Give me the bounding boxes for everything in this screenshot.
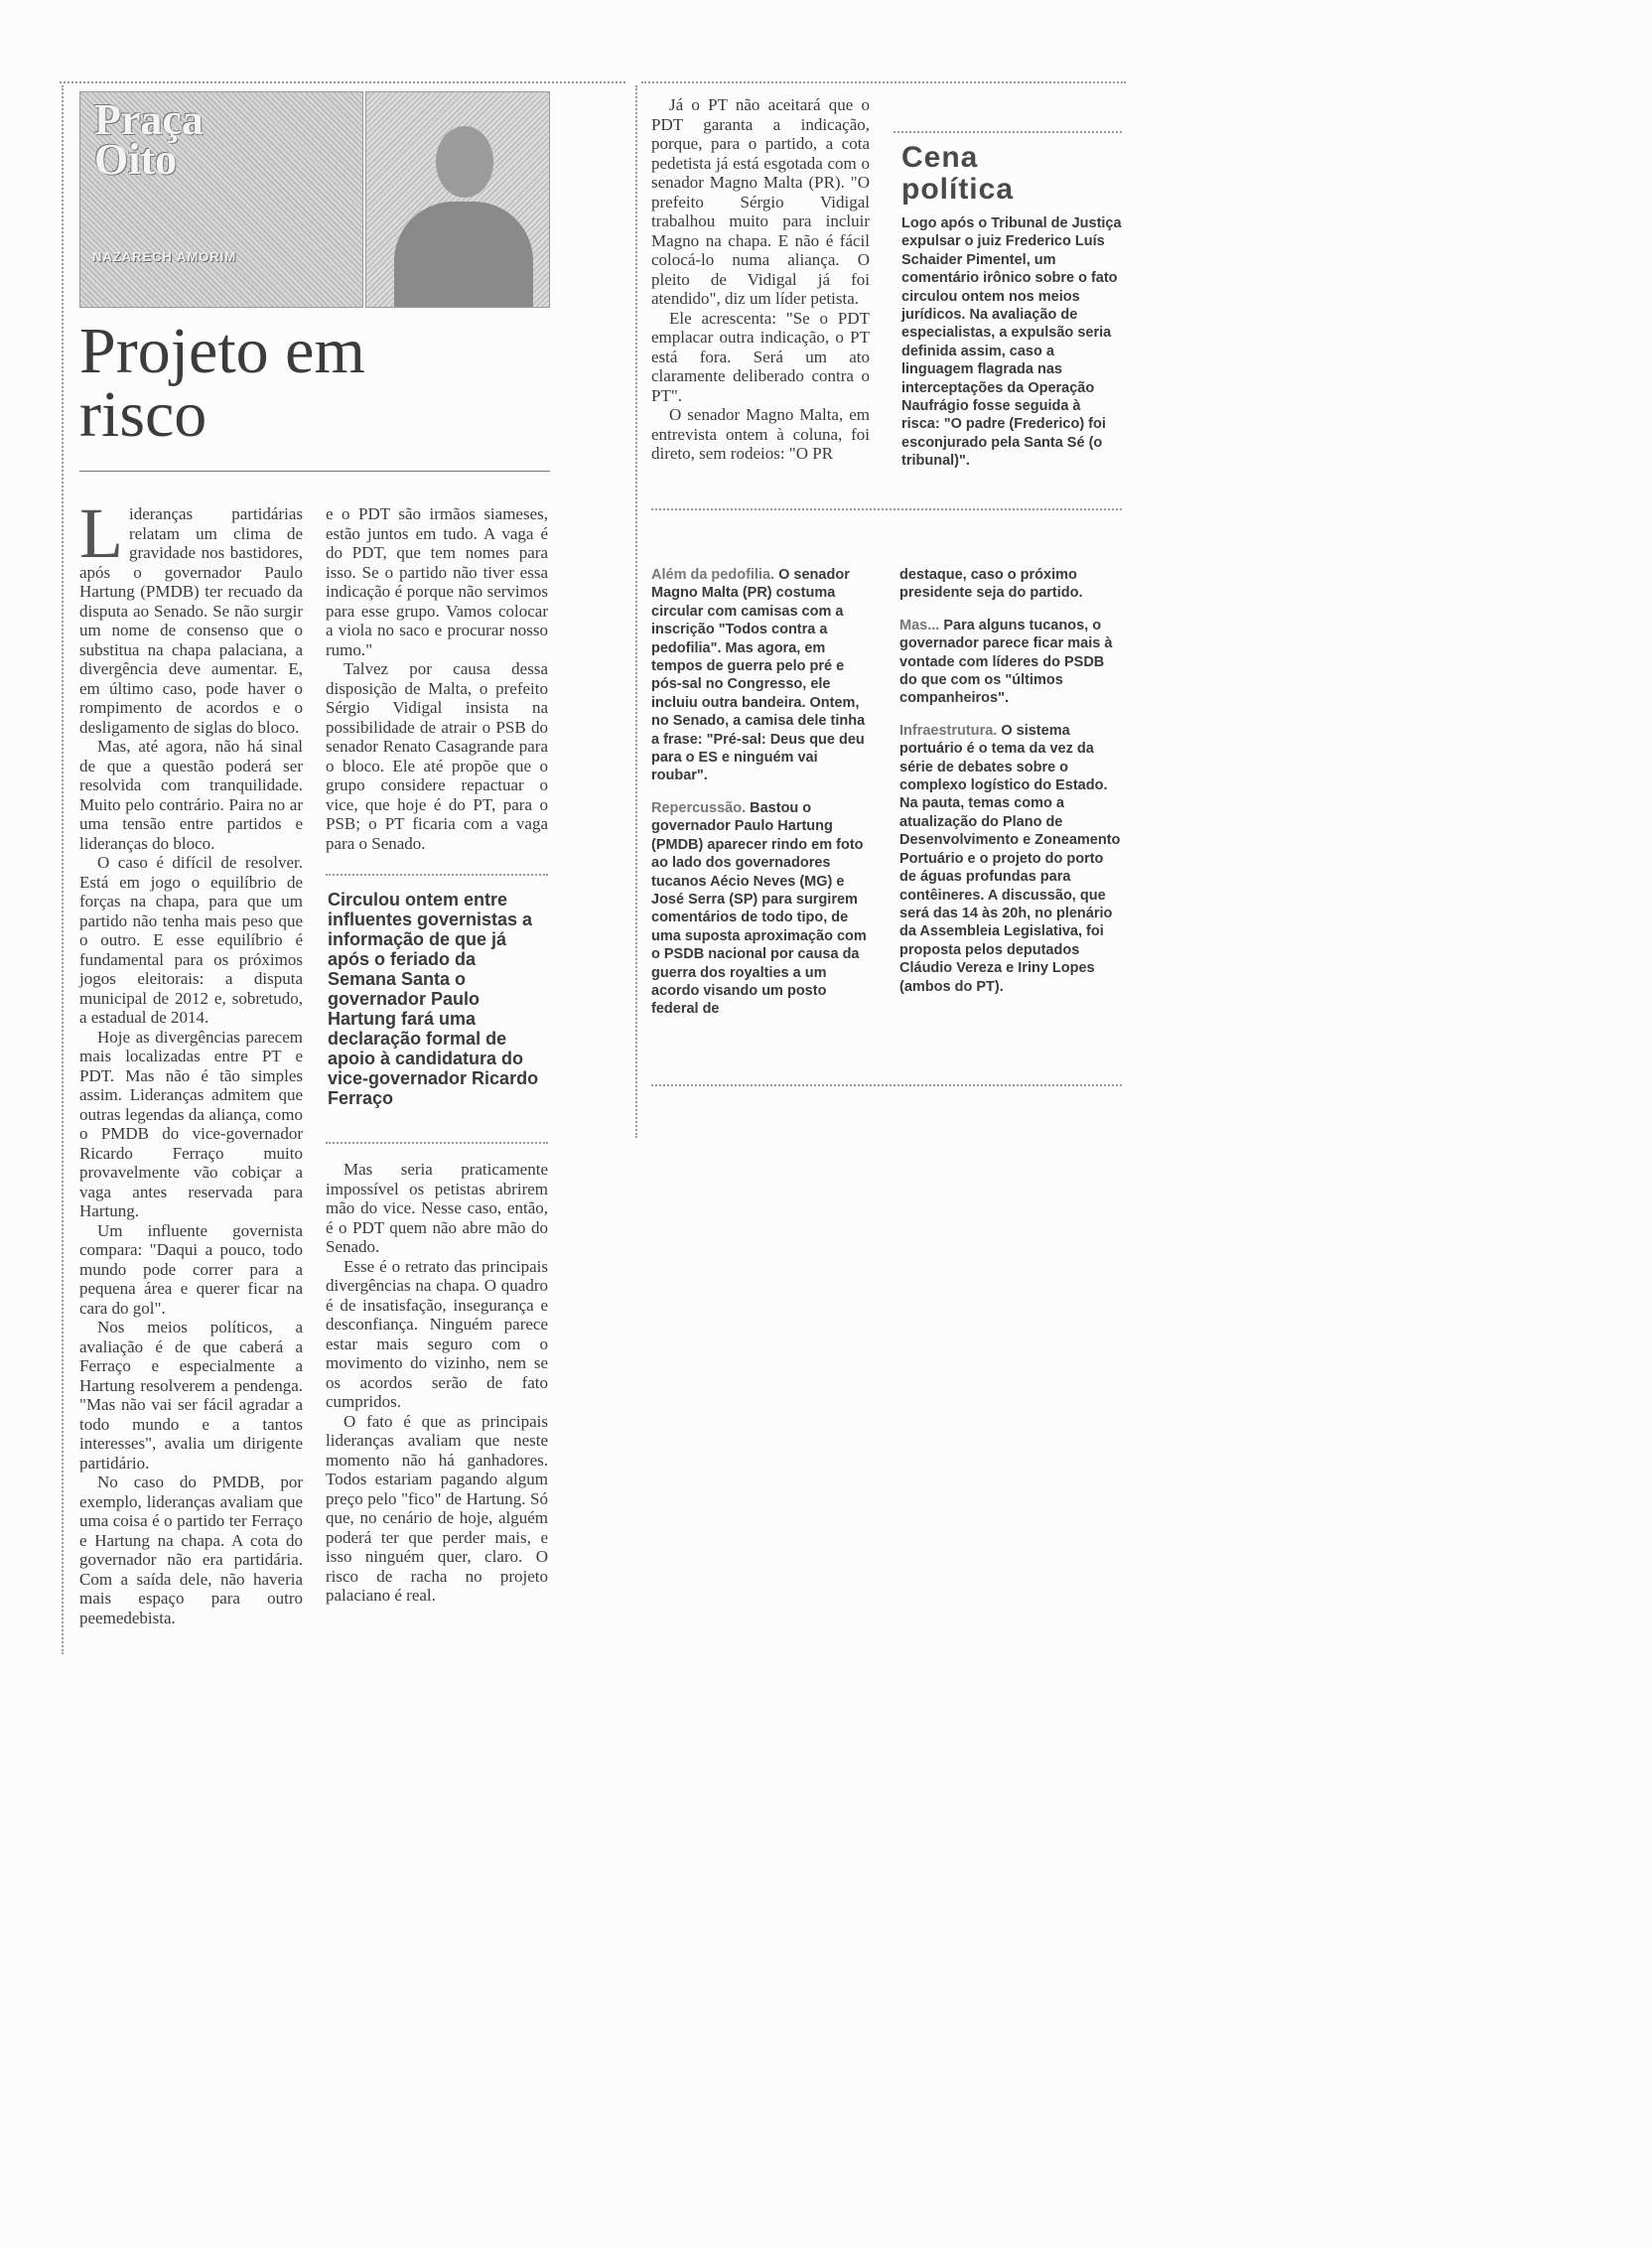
article-column-3 <box>651 95 870 464</box>
note <box>651 566 872 785</box>
note-text: Bastou o governador Paulo Hartung (PMDB) aparecer rindo em foto ao lado dos governadores tucanos Aécio Neves (MG) e José Serra (SP) para surgirem comentários de todo tipo, de uma suposta aproximação com o PSDB nacional por causa da guerra dos royalties a um acordo visando um posto federal de <box>651 799 867 1018</box>
paragraph: No caso do PMDB, por exemplo, lideranças avaliam que uma coisa é o partido ter Ferraço e Hartung na chapa. A cota do governador não era partidária. Com a saída dele, não haveria mais espaço para outro peemedebista. <box>79 1473 303 1627</box>
cena-rule <box>894 131 1122 133</box>
note-kicker: Mas... <box>899 617 940 633</box>
left-border <box>62 85 64 1654</box>
paragraph: Hoje as divergências parecem mais localizadas entre PT e PDT. Mas não é tão simples assim. Lideranças admitem que outras legendas da aliança, como o PMDB do vice-governador Ricardo Ferraço muito provavelmente vão cobiçar a vaga antes reservada para Hartung. <box>79 1027 303 1220</box>
column-divider <box>635 85 637 1138</box>
paragraph: Talvez por causa dessa disposição de Malta, o prefeito Sérgio Vidigal insista na possibilidade de atrair o PSB do senador Renato Casagrande para o bloco. Ele até propõe que o grupo considere repactuar o vice, que hoje é do PT, para o PSB; o PT ficaria com a vaga para o Senado. <box>326 659 548 853</box>
top-border <box>60 81 625 83</box>
note-kicker: Além da pedofilia. <box>651 567 775 583</box>
paragraph: Já o PT não aceitará que o PDT garanta a indicação, porque, para o partido, a cota pedetista já está esgotada com o senador Magno Malta (PR). "O prefeito Sérgio Vidigal trabalhou muito para incluir Magno na chapa. E não é fácil colocá-lo numa aliança. O pleito de Vidigal já foi atendido", diz um líder petista. <box>651 95 870 308</box>
cena-politica-text <box>901 214 1122 485</box>
column-title: Praça Oito <box>94 95 204 184</box>
paragraph: O caso é difícil de resolver. Está em jogo o equilíbrio de forças na chapa, para que um partido não tenha mais peso que o outro. E esse equilíbrio é fundamental para os próximos jogos eleitorais: a disputa municipal de 2012 e, sobretudo, a estadual de 2014. <box>79 853 303 1027</box>
paragraph: O fato é que as principais lideranças avaliam que neste momento não há ganhadores. Todos estariam pagando algum preço pelo "fico" de Hartung. Só que, no cenário de hoje, alguém poderá ter que perder mais, e isso ninguém quer, claro. O risco de racha no projeto palaciano é real. <box>326 1411 548 1605</box>
notes-left-column <box>651 566 872 1033</box>
right-top-border <box>641 81 1126 83</box>
note-text: O senador Magno Malta (PR) costuma circular com camisas com a inscrição "Todos contra a pedofilia". Mas agora, em tempos de guerra pelo pré e pós-sal no Congresso, ele incluiu outra bandeira. Ontem, no Senado, a camisa dele tinha a frase: "Pré-sal: Deus que deu para o ES e ninguém vai roubar". <box>651 567 866 784</box>
columnist-name: NAZARECH AMORIM <box>92 249 237 264</box>
pullquote-rule-bottom <box>326 1142 548 1144</box>
note-kicker: Repercussão. <box>651 799 747 816</box>
headline-rule <box>79 471 550 472</box>
note-text: destaque, caso o próximo presidente seja do partido. <box>899 567 1083 602</box>
note <box>899 566 1122 603</box>
bottom-rule <box>651 1084 1122 1086</box>
pullquote-rule-top <box>326 874 548 876</box>
note <box>899 617 1122 708</box>
photo-head <box>436 126 493 198</box>
paragraph: O senador Magno Malta, em entrevista ontem à coluna, foi direto, sem rodeios: "O PR <box>651 405 870 463</box>
article-column-2 <box>326 504 548 853</box>
drop-cap: L <box>79 493 123 573</box>
article-headline: Projeto em risco <box>79 315 365 451</box>
note-text: O sistema portuário é o tema da vez da série de debates sobre o complexo logístico do Estado. Na pauta, temas como a atualização do Plano de Desenvolvimento e Zoneamento Portuário e o projeto do porto de águas profundas para contêineres. A discussão, que será das 14 às 20h, no plenário da Assembleia Legislativa, foi proposta pelos deputados Cláudio Vereza e Iriny Lopes (ambos do PT). <box>899 722 1121 995</box>
notes-right-column <box>899 566 1122 1010</box>
note-kicker: Infraestrutura. <box>899 722 998 739</box>
article-column-1 <box>79 493 303 1627</box>
pull-quote: Circulou ontem entre influentes governistas a informação de que já após o feriado da Semana Santa o governador Paulo Hartung fará uma declaração formal de apoio à candidatura do vice-governador Ricardo Ferraço <box>328 890 539 1108</box>
paragraph: e o PDT são irmãos siameses, estão juntos em tudo. A vaga é do PDT, que tem nomes para isso. Se o partido não tiver essa indicação é porque não servimos para esse grupo. Vamos colocar a viola no saco e procurar nosso rumo." <box>326 504 548 659</box>
article-column-2b <box>326 1160 548 1606</box>
cena-paragraph: Logo após o Tribunal de Justiça expulsar o juiz Frederico Luís Schaider Pimentel, um comentário irônico sobre o fato circulou ontem nos meios jurídicos. Na avaliação de especialistas, a expulsão seria definida assim, caso a linguagem flagrada nas interceptações da Operação Naufrágio fosse seguida à risca: "O padre (Frederico) foi esconjurado pela Santa Sé (o tribunal)". <box>901 215 1122 470</box>
note-text: Para alguns tucanos, o governador parece ficar mais à vontade com líderes do PSDB do que com os "últimos companheiros". <box>899 617 1113 707</box>
paragraph: Mas seria praticamente impossível os petistas abrirem mão do vice. Nesse caso, então, é o PDT quem não abre mão do Senado. <box>326 1160 548 1256</box>
column-header <box>79 91 363 308</box>
note <box>651 799 872 1019</box>
section-divider <box>651 508 1122 510</box>
paragraph-text: ideranças partidárias relatam um clima de gravidade nos bastidores, após o governador Paulo Hartung (PMDB) ter recuado da disputa ao Senado. Se não surgir um nome de consenso que o substitua na chapa palaciana, a divergência deve aumentar. E, em último caso, pode haver o rompimento de acordos e o desligamento de siglas do bloco. <box>79 504 303 737</box>
paragraph <box>79 493 303 737</box>
note <box>899 722 1122 996</box>
paragraph: Um influente governista compara: "Daqui a pouco, todo mundo pode correr para a pequena área e querer ficar na cara do gol". <box>79 1220 303 1318</box>
paragraph: Mas, até agora, não há sinal de que a questão poderá ser resolvida com tranquilidade. Muito pelo contrário. Paira no ar uma tensão entre partidos e lideranças do bloco. <box>79 737 303 853</box>
paragraph: Esse é o retrato das principais divergências na chapa. O quadro é de insatisfação, insegurança e desconfiança. Ninguém parece estar mais seguro com o movimento do vizinho, nem se os acordos serão de fato cumpridos. <box>326 1256 548 1411</box>
cena-politica-title: Cena política <box>901 141 1015 206</box>
photo-body <box>394 202 533 308</box>
paragraph: Ele acrescenta: "Se o PDT emplacar outra indicação, o PT está fora. Será um ato claramente deliberado contra o PT". <box>651 308 870 405</box>
paragraph: Nos meios políticos, a avaliação é de que caberá a Ferraço e especialmente a Hartung resolverem a pendenga. "Mas não vai ser fácil agradar a todo mundo e a tantos interesses", avalia um dirigente partidário. <box>79 1318 303 1473</box>
columnist-photo <box>365 91 550 308</box>
